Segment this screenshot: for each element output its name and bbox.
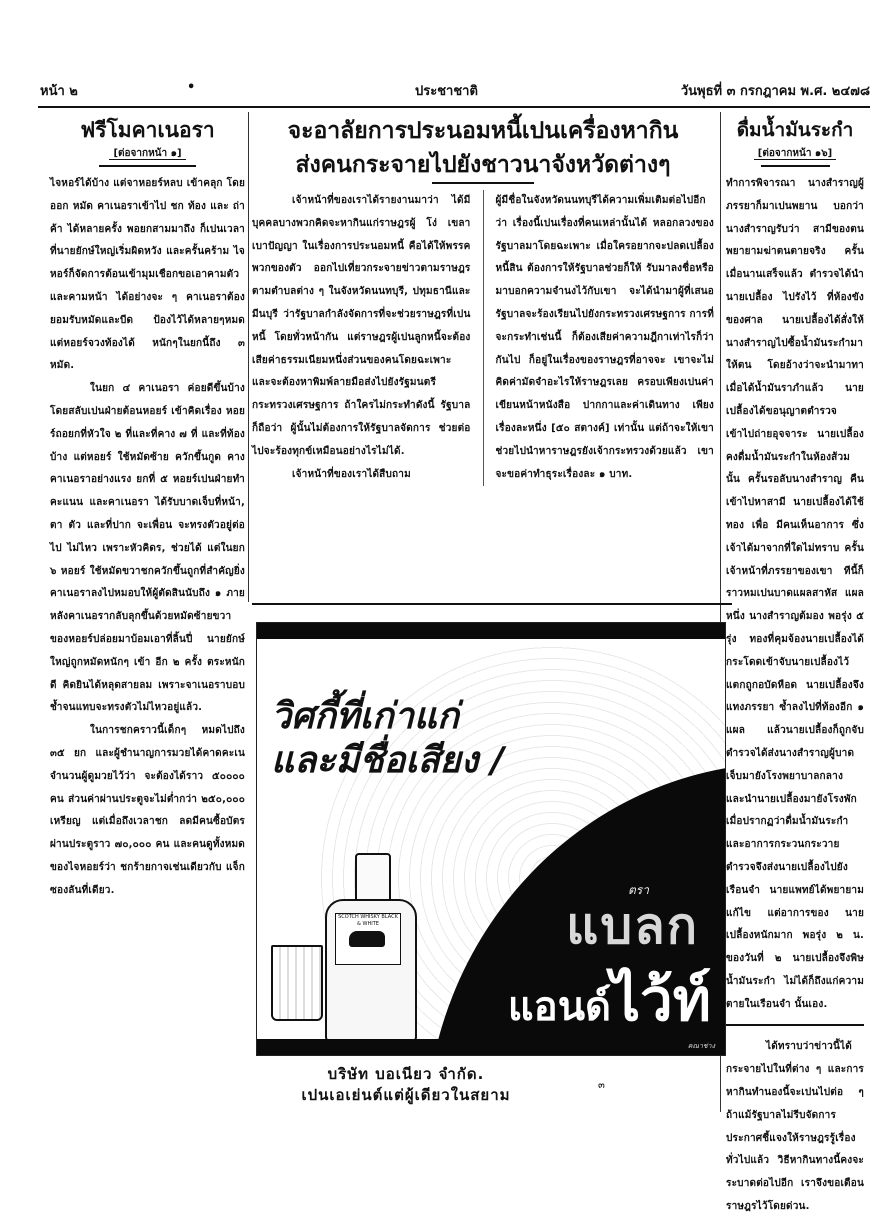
article-body <box>50 173 245 903</box>
whisky-bottle-icon: SCOTCH WHISKY BLACK & WHITE <box>325 853 417 1043</box>
paragraph: เจ้าหน้าที่ของเราได้สืบถาม <box>292 468 411 480</box>
column-divider <box>248 112 249 602</box>
paragraph: ในยก ๔ คาเนอรา ค่อยดีขึ้นบ้างโดยสลับเปนฝ่ายต้อนหอยร์ เข้าคิดเรื่อง หอยร์ถอยกที่หัวใจ ๒ ที่และที่คาง ๗ ที่ และที่ท้องบ้าง แต่หอยร์ ใช้หมัดซ้าย ควักขึ้นกูด คาง คาเนอราอย่างแรง ยกที่ ๕ หอยร์เปนฝ่ายทำคะแนน และคาเนอรา ได้รับบาดเจ็บที่หน้า, ตา ตัว และที่ปาก จะเพื่อน จะทรงตัวอยู่ต่อไป ไม่ไหว เพราะหัวคิดร, ช่วยได้ แต่ในยก ๖ หอยร์ ใช้หมัดขวาชกควักขึ้นถูกที่สำคัญยิ่ง คาเนอราลงไปหมอบให้ผู้ตัดสินนับถึง ๑ ภายหลังคาเนอรากลับลุกขึ้นด้วยหมัดซ้ายขวาของหอยร์ปล่อยมาบ้อมเอาที่ลิ้นปี่ นายยักษ์ใหญ่ถูกหมัดหนักๆ เข้า อีก ๒ ครั้ง ตระหนักดี คิดยินได้หลุดสายลม เพราะจาเนอราบอบช้ำจนแทบจะทรงตัวไม่ไหวอยู่แล้ว. <box>50 383 245 714</box>
paragraph: ทำการพิจารณา นางสำราญผู้ภรรยาก็มาเปนพยาน บอกว่านางสำราญรับว่า สามีของตน พยายามฆ่าตนตายจริง ครั้นเมื่อนานเสร็จแล้ว ตำรวจได้นำ นายเปลื้อง ไปรังไว้ ที่ห้องขังของศาล นายเปลื้องได้สั่งให้นางสำราญไปซื้อน้ำมันระกำมาให้ตน โดยอ้างว่าจะนำมาทาเมื่อได้น้ำมันราภำแล้ว นายเปลื้องได้ขอนุญาตตำรวจเข้าไปถ่ายอุจจาระ นายเปลื้อง คงดื่มน้ำมันระกำในห้องส้วมนั้น ครั้นรอลับนางสำราญ คืนเข้าไปหาสามี นายเปลื้องได้ใช้ทอง เพื่อ มีคนเห็นอาการ ซึ่งเจ้าได้มาจากที่ใดไม่ทราบ ครั้นเจ้าหน้าที่ภรรยาของเขา ทีนี้ก็ราวหมเปนบาดแผลสาหัส แผลหนึ่ง นางสำราญต้มอง พอรุ่ง ๕ รุ่ง ทองที่คุมจ้องนายเปลื้องได้ กระโดดเข้าจับนายเปลื้องไว้ แตกถูกอบัดหือด นายเปลื้องจึงแทงภรรยา ซ้ำลงไปที่ท้องอีก ๑ แผล แล้วนายเปลื้องก็ถูกจับ ตำรวจได้ส่งนางสำราญผู้บาดเจ็บมายังโรงพยาบาลกลาง และนำนายเปลื้องมายังโรงพัก เมื่อปรากฏว่าดื่มน้ำมันระกำ และอาการกระวนกระวาย ตำรวจจึงส่งนายเปลื้องไปยังเรือนจำ นายแพทย์ได้พยายามแก้ไข แต่อาการของ นายเปลื้องหนักมาก พอรุ่ง ๒ น. ของวันที่ ๒ นายเปลื้องจึงพิษน้ำมันระกำ ไม่ได้ก็ถึงแก่ความ ตายในเรือนจำ นั้นเอง. <box>726 178 864 1010</box>
center-article <box>252 112 714 486</box>
paragraph: ในการชกคราวนี้เด็กๆ หมดไปถึง ๓๕ ยก และผู้ชำนาญการมวยได้คาดคะเนจำนวนผู้ดูมวยไว้ว่า จะต้องได้ราว ๕๐๐๐๐ คน ส่วนค่าผ่านประตูจะไม่ต่ำกว่า ๒๕๐,๐๐๐ เหรียญ แต่เมื่อถึงเวลาชก ลดมีคนซื้อบัตรผ่านประตูราว ๗๐,๐๐๐ คน และคนดูทั้งหมดของไจหอยร์ว่า ชกร้ายกาจเช่นเดียวกับ แจ็ก ซองลันที่เดียว. <box>50 725 245 896</box>
headline-line-2: ส่งคนกระจายไปยังชาวนาจังหวัดต่างๆ <box>295 152 671 178</box>
title-rule <box>99 165 197 167</box>
continued-from-tag: [ต่อจากหน้า ๑] <box>50 146 245 161</box>
page-number: หน้า ๒ <box>40 84 78 99</box>
article-title: ดื่มน้ำมันระกำ <box>736 119 854 141</box>
title-rule <box>761 165 830 167</box>
paragraph: เจ้าหน้าที่ของเราได้รายงานมาว่า ได้มีบุคคลบางพวกคิดจะหากินแก่ราษฎรผู้ โง่ เขลา เบาปัญญา ในเรื่องการประนอมหนี้ คือได้ให้พรรคพวกของตัว ออกไปเที่ยวกระจายข่าวตามราษฎรตามตำบลต่าง ๆ ในจังหวัดนนทบุรี, ปทุมธานีและมีนบุรี ว่ารัฐบาลกำลังจัดการที่จะช่วยราษฎรที่เปนหนี้ โดยทั่วหน้ากัน แต่ราษฎรผู้เปนลูกหนี้จะต้องเสียค่าธรรมเนียมหนึ่งส่วนของคนโดยฉะเพาะ และจะต้องหาพิมพ์ลายมือส่งไปยังรัฐมนตรีกระทรวงเศรษฐการ ถ้าใครไม่กระทำดังนี้ รัฐบาลก็ถือว่า ผู้นั้นไม่ต้องการให้รัฐบาลจัดการ ช่วยต่อไปจะร้องทุกข์เหมือนอย่างไรไม่ได้. <box>252 195 471 457</box>
masthead-dot: • <box>187 80 196 95</box>
headline-line-1: จะอาลัยการประนอมหนี้เปนเครื่องหากิน <box>287 118 679 144</box>
article-columns <box>252 190 714 486</box>
ad-slogan: วิศกี้ที่เก่าแก่ และมีชื่อเสียง / <box>271 696 505 781</box>
paragraph: ได้ทราบว่าข่าวนี้ได้กระจายไปในที่ต่าง ๆ และการหากินทำนองนี้จะเปนไปต่อ ๆ ถ้าแม้รัฐบาลไม่รีบจัดการประกาศชี้แจงให้ราษฎรรู้เรื่องทั่วไปแล้ว วิธีหากินทางนี้คงจะระบาดต่อไปอีก เราจึงขอเตือนราษฎรไว้โดยด่วน. <box>726 1041 864 1213</box>
left-column-article <box>50 112 245 903</box>
masthead-rule <box>38 106 870 108</box>
continued-from-tag: [ต่อจากหน้า ๑๖] <box>726 146 864 161</box>
whisky-advertisement <box>256 622 726 1056</box>
brand-name-line-2: แอนด์ไว้ท์ <box>507 966 711 1034</box>
article-column-2 <box>496 190 715 486</box>
whisky-glass-icon <box>271 945 323 1021</box>
masthead <box>40 80 870 102</box>
ad-bottom-bar <box>257 1039 725 1055</box>
paragraph: ผู้มีชื่อในจังหวัดนนทบุรีได้ความเพิ่มเติมต่อไปอีกว่า เรื่องนี้เปนเรื่องที่คนเหล่านั้นได้ หลอกลวงของรัฐบาลมาโดยฉะเพาะ เมื่อใครอยากจะปลดเปลื้องหนี้สิน ต้องการให้รัฐบาลช่วยก็ให้ รับมาลงชื่อหรือมาบอกความจำนงไว้กับเขา จะได้นำมาผู้ที่เสนอรัฐบาลจะร้องเรียนไปยังกระทรวงเศรษฐการ การที่จะกระทำเช่นนี้ ก็ต้องเสียค่าความฎีกาเท่าไรก็ว่ากันไป ก็อยู่ในเรื่องของราษฎรที่อาจจะ เขาจะไม่คิดค่ามัดจำอะไรให้ราษฎรเลย ครอบเพียงเปนค่าเขียนหน้าหนังสือ ปากกาและค่าเดินทาง เพียงเรื่องละหนึ่ง [๕๐ สตางค์] เท่านั้น แต่ถ้าจะให้เขาช่วยไปนำหาราษฎรยังเจ้ากระทรวงด้วยแล้ว เขาจะขอค่าทำธุระเรื่องละ ๑ บาท. <box>495 195 714 480</box>
column-separator <box>483 190 484 486</box>
page-mark: ๓ <box>598 1080 605 1091</box>
section-rule <box>726 1024 864 1026</box>
brand-name-line-1: แบลก <box>566 897 699 955</box>
paragraph: ไจหอร์ได้บ้าง แต่จาหอยร์หลบ เข้าคลุก โดยออก หมัด คาเนอราเข้าไป ชก ท้อง และ ถ่า ค้า ได้หลายครั้ง พอยกสามมาถึง ก็เปนเวลาที่นายยักษ์ใหญ่เริ่มผิดหวัง และครั้นคร้าม ไจหอร์ก็จัดการต้อนเข้ามุมเชือกขอเอาคามตัวและคามหน้า ได้อย่างจะ ๆ คาเนอราต้องยอมรับหมัดและบีด ป้องไว้ได้หลายๆหมด แต่หอยร์จวงท้องได้ หนักๆในยกนี้ถึง ๓ หมัด. <box>50 178 245 372</box>
section-rule <box>252 603 732 605</box>
article-column-1 <box>252 190 471 486</box>
article-body <box>726 173 864 1219</box>
newspaper-name: ประชาชาติ <box>415 84 478 99</box>
ad-top-bar <box>257 623 725 639</box>
title-rule <box>432 182 534 184</box>
issue-date: วันพุธที่ ๓ กรกฎาคม พ.ศ. ๒๔๗๘ <box>680 84 870 99</box>
brand-tag: ตรา <box>628 883 649 897</box>
right-column-article <box>726 112 864 1219</box>
scottie-dog-icon <box>349 931 385 947</box>
artist-signature: คณาช่าง <box>687 1042 715 1050</box>
article-title: ฟรีโมคาเนอรา <box>80 118 215 142</box>
ad-company-credit: บริษัท บอเนียว จำกัด. เปนเอเย่นต์แต่ผู้เดียวในสยาม <box>301 1065 511 1104</box>
